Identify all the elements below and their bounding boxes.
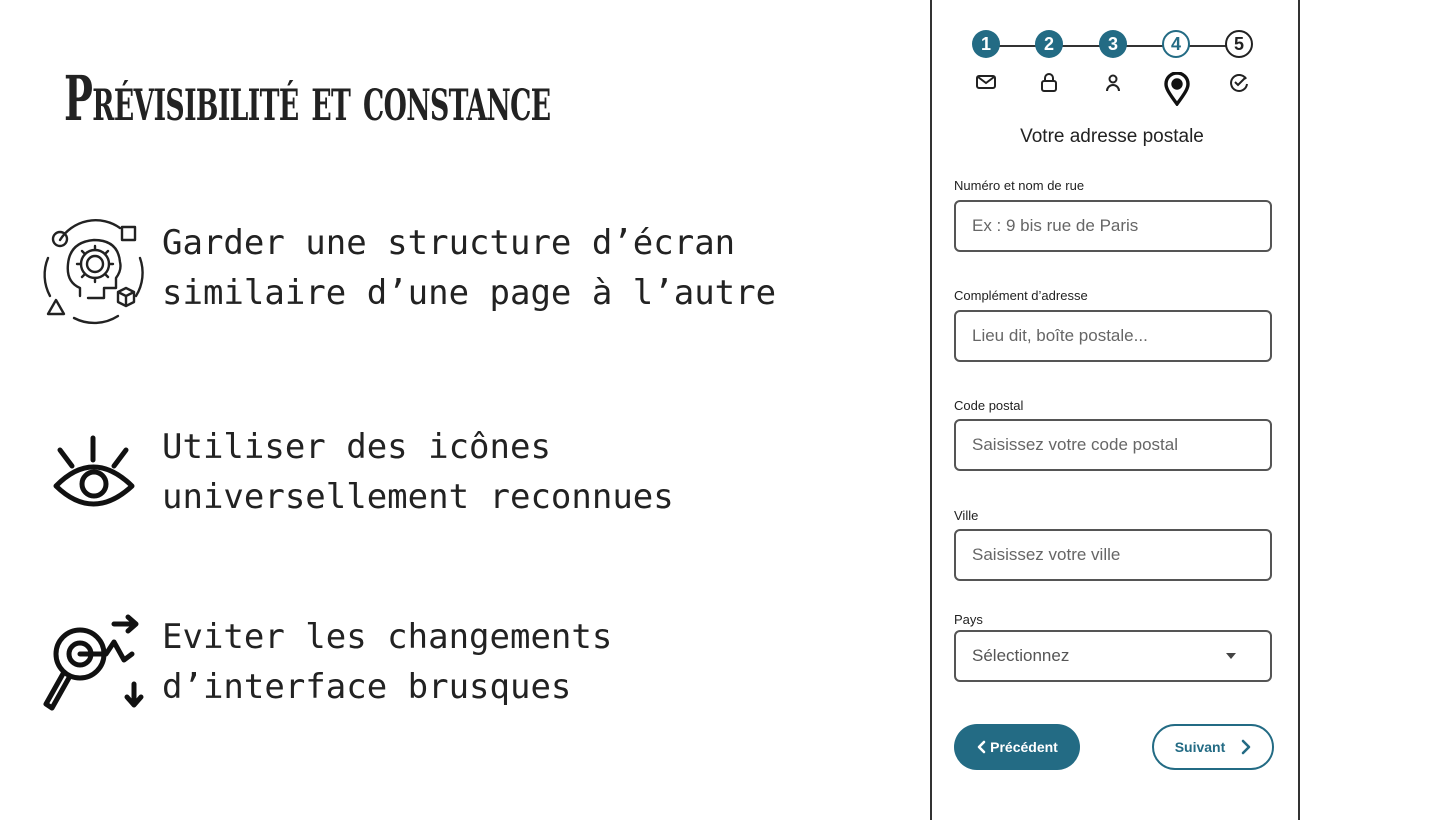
step-2[interactable]: 2 bbox=[1035, 30, 1063, 58]
mail-icon bbox=[976, 74, 996, 94]
chevron-down-icon bbox=[1226, 653, 1236, 659]
next-button[interactable] bbox=[1152, 724, 1274, 770]
user-icon bbox=[1105, 74, 1121, 96]
stepper bbox=[972, 30, 1272, 70]
slide-title: Prévisibilité et constance bbox=[64, 62, 551, 135]
next-button-label: Suivant bbox=[1174, 739, 1226, 755]
step-4[interactable]: 4 bbox=[1162, 30, 1190, 58]
location-pin-icon bbox=[1164, 72, 1190, 110]
postal-code-label: Code postal bbox=[954, 398, 1024, 413]
country-select[interactable] bbox=[954, 630, 1272, 682]
step-connector bbox=[1188, 45, 1228, 47]
bullet-text: Eviter les changements d’interface brusques bbox=[162, 617, 613, 707]
country-label: Pays bbox=[954, 612, 983, 627]
head-gear-icon bbox=[40, 218, 150, 332]
bullet-text: Garder une structure d’écran similaire d’une page à l’autre bbox=[162, 223, 777, 313]
step-3[interactable]: 3 bbox=[1099, 30, 1127, 58]
step-connector bbox=[998, 45, 1036, 47]
form-title: Votre adresse postale bbox=[1020, 126, 1204, 147]
eye-icon bbox=[50, 432, 140, 516]
street-input[interactable] bbox=[954, 200, 1272, 252]
previous-button[interactable] bbox=[954, 724, 1080, 770]
magnifier-arrows-icon bbox=[40, 612, 150, 720]
phone-mockup bbox=[930, 0, 1300, 820]
chevron-left-icon bbox=[976, 740, 986, 754]
address-complement-input[interactable] bbox=[954, 310, 1272, 362]
step-connector bbox=[1124, 45, 1164, 47]
bullet-text: Utiliser des icônes universellement reconnues bbox=[162, 427, 674, 517]
check-circle-icon bbox=[1229, 73, 1249, 97]
chevron-right-icon bbox=[1241, 739, 1251, 755]
lock-icon bbox=[1040, 72, 1058, 96]
step-connector bbox=[1060, 45, 1100, 47]
city-input[interactable] bbox=[954, 529, 1272, 581]
previous-button-label: Précédent bbox=[990, 739, 1058, 755]
step-1[interactable]: 1 bbox=[972, 30, 1000, 58]
street-label: Numéro et nom de rue bbox=[954, 178, 1085, 193]
country-selected-value: Sélectionnez bbox=[972, 646, 1070, 665]
address-complement-label: Complément d’adresse bbox=[954, 288, 1088, 303]
city-label: Ville bbox=[954, 508, 979, 523]
postal-code-input[interactable] bbox=[954, 419, 1272, 471]
step-5[interactable]: 5 bbox=[1225, 30, 1253, 58]
